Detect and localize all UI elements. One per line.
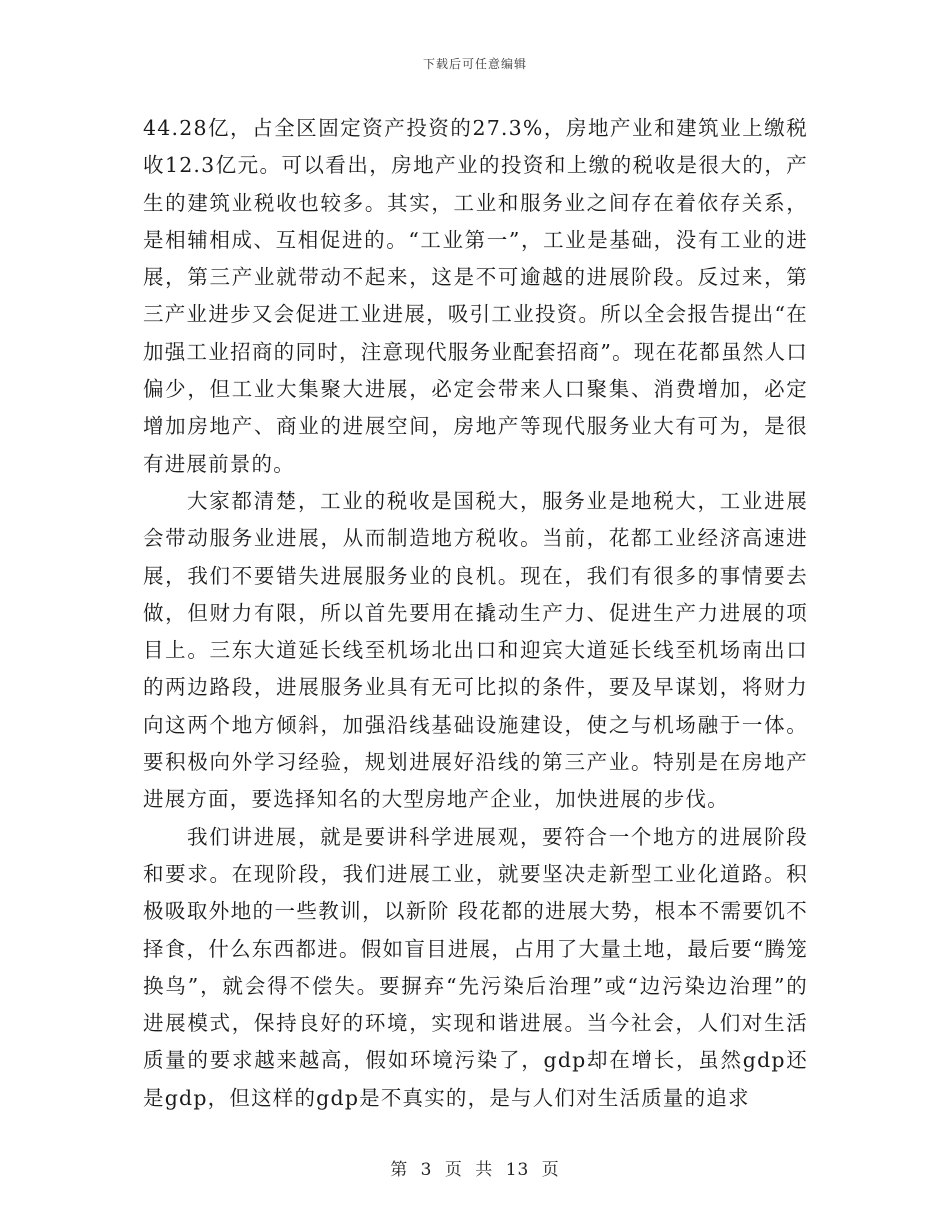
paragraph-3: 我们讲进展，就是要讲科学进展观，要符合一个地方的进展阶段和要求。在现阶段，我们进展工业，就要坚决走新型工业化道路。积极吸取外地的一些教训，以新阶 段花都的进展大势，根本不需要饥不择食，什么东西都进。假如盲目进展，占用了大量土地，最后要“腾笼换鸟”，就会得不偿失。要摒弃“先污染后治理”或“边污染边治理”的进展模式，保持良好的环境，实现和谐进展。当今社会，人们对生活质量的要求越来越高，假如环境污染了，gdp却在增长，虽然gdp还是gdp，但这样的gdp是不真实的，是与人们对生活质量的追求 — [143, 824, 808, 1110]
paragraph-1: 44.28亿，占全区固定资产投资的27.3%，房地产业和建筑业上缴税收12.3亿元。可以看出，房地产业的投资和上缴的税收是很大的，产生的建筑业税收也较多。其实，工业和服务业之间存在着依存关系，是相辅相成、互相促进的。“工业第一”，工业是基础，没有工业的进展，第三产业就带动不起来，这是不可逾越的进展阶段。反过来，第三产业进步又会促进工业进展，吸引工业投资。所以全会报告提出“在加强工业招商的同时，注意现代服务业配套招商”。现在花都虽然人口偏少，但工业大集聚大进展，必定会带来人口聚集、消费增加，必定增加房地产、商业的进展空间，房地产等现代服务业大有可为，是很有进展前景的。 — [143, 116, 808, 476]
document-body — [143, 110, 808, 1117]
paragraph-2: 大家都清楚，工业的税收是国税大，服务业是地税大，工业进展会带动服务业进展，从而制造地方税收。当前，花都工业经济高速进展，我们不要错失进展服务业的良机。现在，我们有很多的事情要去做，但财力有限，所以首先要用在撬动生产力、促进生产力进展的项目上。三东大道延长线至机场北出口和迎宾大道延长线至机场南出口的两边路段，进展服务业具有无可比拟的条件，要及早谋划，将财力向这两个地方倾斜，加强沿线基础设施建设，使之与机场融于一体。要积极向外学习经验，规划进展好沿线的第三产业。特别是在房地产进展方面，要选择知名的大型房地产企业，加快进展的步伐。 — [143, 488, 808, 812]
page-number: 第 3 页 共 13 页 — [390, 1160, 560, 1180]
page-header-note: 下载后可任意编辑 — [422, 57, 527, 71]
